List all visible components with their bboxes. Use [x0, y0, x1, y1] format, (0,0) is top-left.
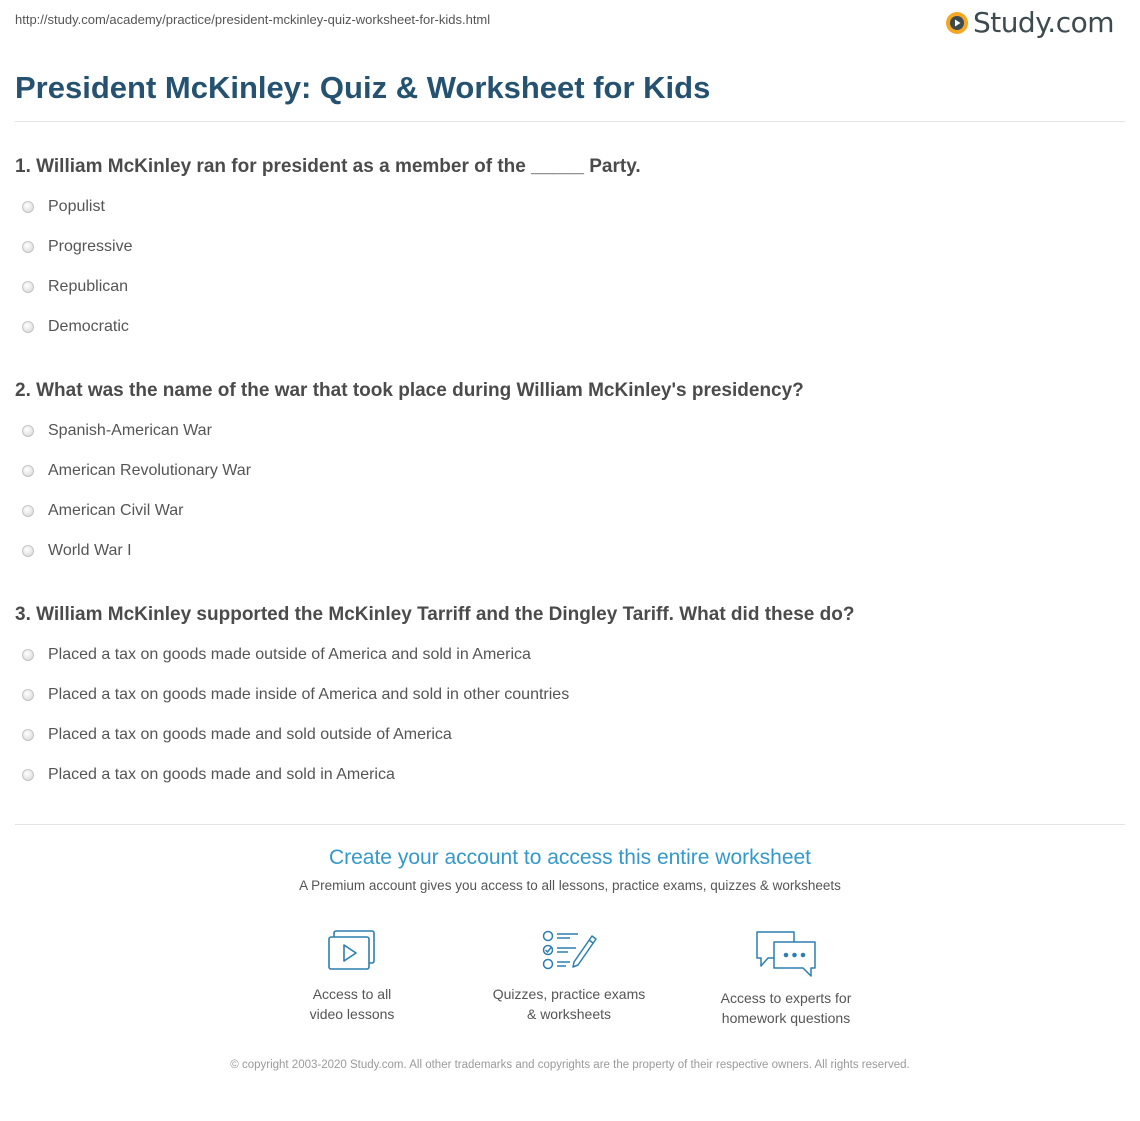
option-label: Placed a tax on goods made inside of America and sold in other countries [48, 686, 570, 703]
question-3-title: 3. William McKinley supported the McKinley Tarriff and the Dingley Tariff. What did these do? [15, 604, 855, 625]
page-url: http://study.com/academy/practice/president-mckinley-quiz-worksheet-for-kids.html [15, 12, 491, 27]
question-2-option-4[interactable] [22, 542, 132, 560]
play-circle-icon [945, 11, 969, 35]
option-label: American Revolutionary War [48, 462, 252, 479]
cta-subtitle: A Premium account gives you access to all lessons, practice exams, quizzes & worksheets [299, 878, 841, 893]
option-label: Placed a tax on goods made and sold outside of America [48, 726, 452, 743]
question-3-option-2[interactable] [22, 686, 569, 704]
option-label: Republican [48, 278, 129, 295]
radio-button[interactable] [22, 425, 34, 437]
copyright-footer: © copyright 2003-2020 Study.com. All other trademarks and copyrights are the property of their respective owners. All rights reserved. [230, 1059, 910, 1071]
feature-label-line2: homework questions [721, 1010, 851, 1026]
logo-text: Study.com [972, 6, 1114, 39]
question-1-option-4[interactable] [22, 318, 129, 336]
feature-experts [686, 928, 886, 1028]
option-label: Placed a tax on goods made outside of America and sold in America [48, 646, 531, 663]
option-label: Progressive [48, 238, 133, 255]
feature-label-line1: Quizzes, practice exams [492, 986, 646, 1002]
quiz-checklist-icon [540, 928, 598, 974]
radio-button[interactable] [22, 201, 34, 213]
question-2-option-1[interactable] [22, 422, 212, 440]
chat-bubbles-icon [754, 928, 818, 978]
option-label: Spanish-American War [48, 422, 212, 439]
radio-button[interactable] [22, 545, 34, 557]
feature-label-line1: Access to experts for [720, 990, 852, 1006]
question-1-title: 1. William McKinley ran for president as a member of the _____ Party. [15, 156, 641, 177]
question-1-option-1[interactable] [22, 198, 105, 216]
question-3-option-1[interactable] [22, 646, 531, 664]
feature-label-line2: video lessons [309, 1006, 395, 1022]
question-3-option-4[interactable] [22, 766, 395, 784]
option-label: American Civil War [48, 502, 184, 519]
study-logo[interactable] [945, 6, 1114, 39]
question-3-option-3[interactable] [22, 726, 452, 744]
question-2-option-2[interactable] [22, 462, 251, 480]
video-lessons-icon [326, 928, 378, 974]
radio-button[interactable] [22, 649, 34, 661]
radio-button[interactable] [22, 505, 34, 517]
create-account-link[interactable]: Create your account to access this entire worksheet [328, 846, 812, 869]
question-1-option-3[interactable] [22, 278, 128, 296]
radio-button[interactable] [22, 769, 34, 781]
feature-label-line2: & worksheets [526, 1006, 612, 1022]
radio-button[interactable] [22, 465, 34, 477]
question-2-title: 2. What was the name of the war that took place during William McKinley's presidency? [15, 380, 804, 401]
radio-button[interactable] [22, 729, 34, 741]
feature-label-line1: Access to all [312, 986, 392, 1002]
feature-video-lessons [252, 928, 452, 1024]
radio-button[interactable] [22, 321, 34, 333]
feature-quizzes [469, 928, 669, 1024]
radio-button[interactable] [22, 281, 34, 293]
option-label: Populist [48, 198, 105, 215]
radio-button[interactable] [22, 241, 34, 253]
option-label: Democratic [48, 318, 129, 335]
title-divider [15, 121, 1125, 122]
cta-divider [15, 824, 1125, 825]
radio-button[interactable] [22, 689, 34, 701]
option-label: Placed a tax on goods made and sold in America [48, 766, 395, 783]
question-2-option-3[interactable] [22, 502, 183, 520]
question-1-option-2[interactable] [22, 238, 132, 256]
page-title: President McKinley: Quiz & Worksheet for Kids [15, 70, 711, 105]
option-label: World War I [48, 542, 132, 559]
